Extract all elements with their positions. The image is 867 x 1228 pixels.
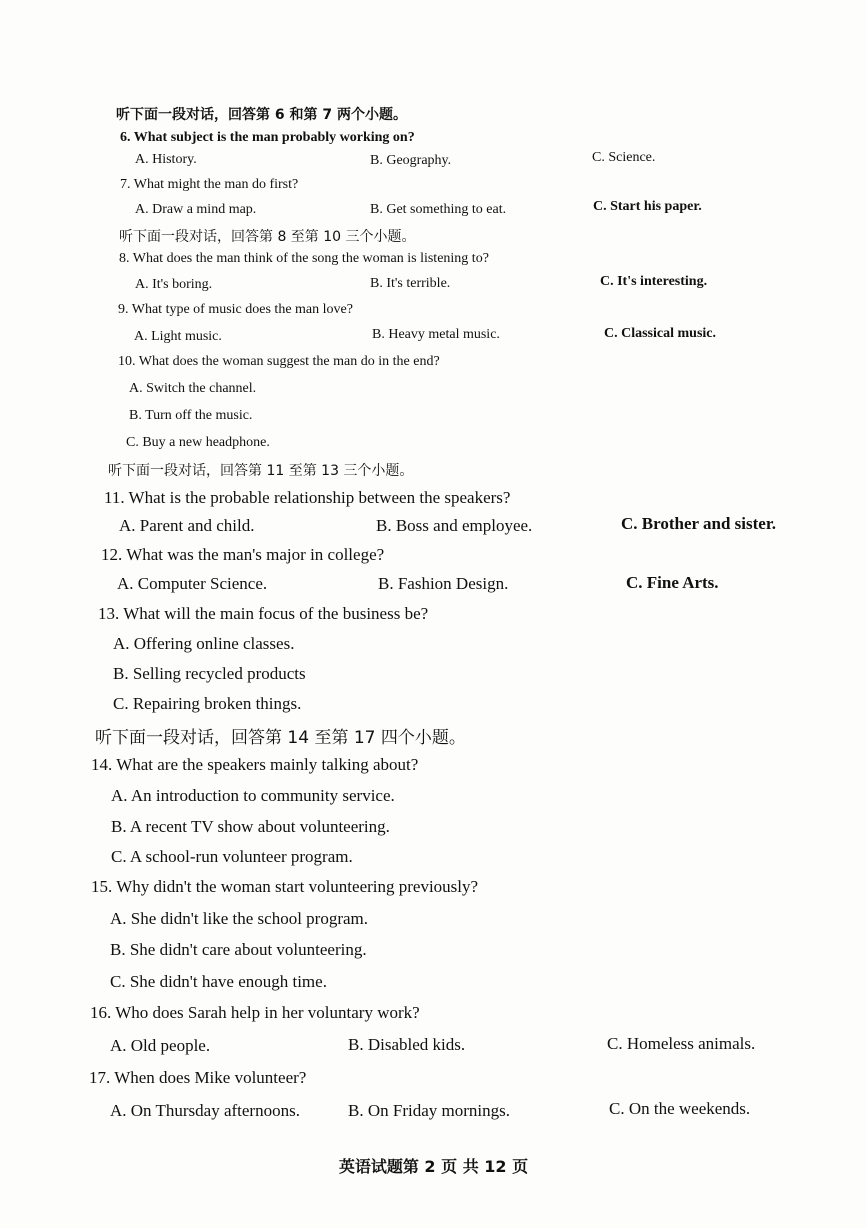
section-instruction: 听下面一段对话，回答第 11 至第 13 三个小题。	[108, 463, 414, 479]
option-b: B. Disabled kids.	[348, 1035, 466, 1054]
option-b: B. She didn't care about volunteering.	[110, 940, 367, 959]
question-stem: 16. Who does Sarah help in her voluntary work?	[90, 1003, 420, 1022]
option-a: A. Light music.	[134, 329, 222, 344]
option-a: A. Computer Science.	[117, 574, 268, 593]
option-b: B. Get something to eat.	[370, 202, 507, 217]
question-stem: 17. When does Mike volunteer?	[89, 1068, 307, 1087]
option-a: A. Draw a mind map.	[135, 202, 257, 217]
option-a: A. Parent and child.	[119, 516, 255, 535]
question-stem: 13. What will the main focus of the business be?	[98, 604, 429, 623]
option-c: C. A school-run volunteer program.	[111, 847, 353, 866]
option-c: C. Fine Arts.	[626, 573, 719, 592]
option-c: C. Classical music.	[604, 326, 716, 341]
option-c: C. Science.	[592, 150, 656, 165]
option-b: B. On Friday mornings.	[348, 1101, 510, 1120]
question-stem: 14. What are the speakers mainly talking about?	[91, 755, 419, 774]
option-b: B. A recent TV show about volunteering.	[111, 817, 390, 836]
option-b: B. Boss and employee.	[376, 516, 533, 535]
option-a: A. She didn't like the school program.	[110, 909, 369, 928]
option-c: C. Brother and sister.	[621, 514, 777, 533]
section-instruction: 听下面一段对话，回答第 8 至第 10 三个小题。	[119, 229, 416, 245]
option-a: A. Switch the channel.	[129, 381, 257, 396]
option-a: A. Offering online classes.	[113, 634, 295, 653]
option-c: C. On the weekends.	[609, 1099, 751, 1118]
question-stem: 11. What is the probable relationship between the speakers?	[104, 488, 511, 507]
option-c: C. Buy a new headphone.	[126, 435, 270, 450]
option-b: B. Turn off the music.	[129, 408, 253, 423]
option-b: B. Fashion Design.	[378, 574, 509, 593]
section-instruction: 听下面一段对话，回答第 14 至第 17 四个小题。	[95, 728, 466, 748]
option-b: B. Selling recycled products	[113, 664, 306, 683]
option-c: C. She didn't have enough time.	[110, 972, 327, 991]
question-stem: 9. What type of music does the man love?	[118, 302, 353, 317]
option-c: C. Start his paper.	[593, 199, 702, 214]
option-a: A. Old people.	[110, 1036, 211, 1055]
option-c: C. Repairing broken things.	[113, 694, 302, 713]
option-c: C. It's interesting.	[600, 274, 708, 289]
option-a: A. History.	[135, 152, 197, 167]
question-stem: 6. What subject is the man probably working on?	[120, 130, 415, 145]
option-a: A. It's boring.	[135, 277, 213, 292]
question-stem: 12. What was the man's major in college?	[101, 545, 385, 564]
option-c: C. Homeless animals.	[607, 1034, 756, 1053]
option-a: A. An introduction to community service.	[111, 786, 395, 805]
section-instruction: 听下面一段对话，回答第 6 和第 7 两个小题。	[116, 107, 407, 123]
question-stem: 10. What does the woman suggest the man do in the end?	[118, 354, 440, 369]
option-b: B. It's terrible.	[370, 276, 451, 291]
question-stem: 15. Why didn't the woman start volunteering previously?	[91, 877, 479, 896]
page-footer: 英语试题第 2 页 共 12 页	[338, 1157, 529, 1176]
question-stem: 7. What might the man do first?	[120, 177, 299, 192]
question-stem: 8. What does the man think of the song the woman is listening to?	[119, 251, 489, 266]
option-a: A. On Thursday afternoons.	[110, 1101, 300, 1120]
option-b: B. Heavy metal music.	[372, 327, 500, 342]
option-b: B. Geography.	[370, 153, 452, 168]
